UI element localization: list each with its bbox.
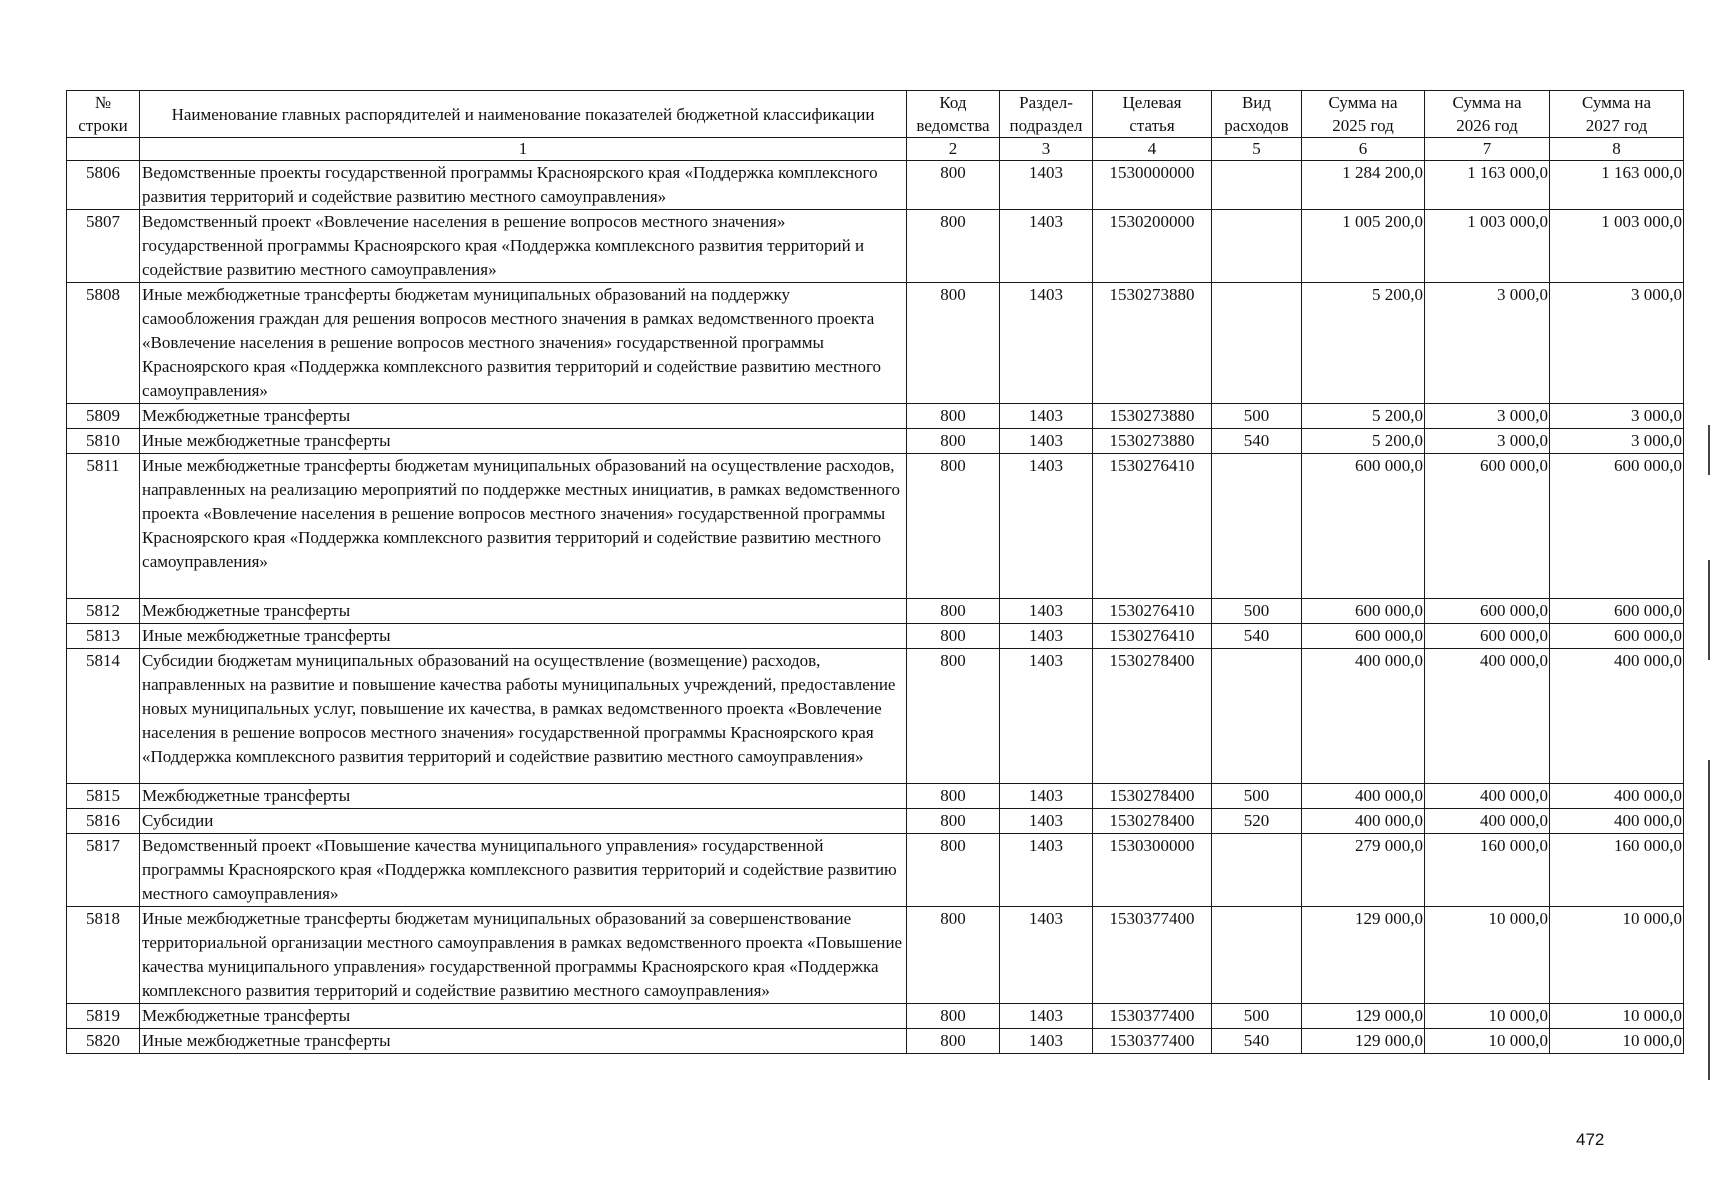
- sum-2026-cell: 3 000,0: [1425, 283, 1550, 404]
- table-row: [67, 210, 1684, 283]
- header-target-article: Целевая статья: [1093, 91, 1212, 138]
- section-cell: 1403: [1000, 404, 1093, 429]
- sum-2026-cell: 1 003 000,0: [1425, 210, 1550, 283]
- target-article-cell: 1530300000: [1093, 834, 1212, 907]
- column-number: 6: [1302, 138, 1425, 161]
- row-name-cell: Иные межбюджетные трансферты бюджетам муниципальных образований за совершенствование территориальной организации местного самоуправления в рамках ведомственного проекта «Повышение качества муниципального управления» государственной программы Красноярского края «Поддержка комплексного развития территорий и содействие развитию местного самоуправления»: [140, 907, 907, 1004]
- sum-2026-cell: 1 163 000,0: [1425, 161, 1550, 210]
- section-cell: 1403: [1000, 429, 1093, 454]
- table-row: [67, 834, 1684, 907]
- department-code-cell: 800: [907, 283, 1000, 404]
- row-name-cell: Иные межбюджетные трансферты: [140, 624, 907, 649]
- sum-2026-cell: 600 000,0: [1425, 454, 1550, 599]
- column-number: 1: [140, 138, 907, 161]
- table-row: [67, 404, 1684, 429]
- row-name-cell: Ведомственный проект «Вовлечение населения в решение вопросов местного значения» государственной программы Красноярского края «Поддержка комплексного развития территорий и содействие развитию местного самоуправления»: [140, 210, 907, 283]
- sum-2025-cell: 400 000,0: [1302, 809, 1425, 834]
- column-number: 7: [1425, 138, 1550, 161]
- department-code-cell: 800: [907, 834, 1000, 907]
- row-number-cell: 5818: [67, 907, 140, 1004]
- table-row: [67, 907, 1684, 1004]
- sum-2027-cell: 3 000,0: [1550, 429, 1684, 454]
- expense-kind-cell: [1212, 834, 1302, 907]
- sum-2025-cell: 400 000,0: [1302, 649, 1425, 784]
- sum-2027-cell: 1 003 000,0: [1550, 210, 1684, 283]
- target-article-cell: 1530276410: [1093, 624, 1212, 649]
- target-article-cell: 1530377400: [1093, 1029, 1212, 1054]
- header-sum-2025: Сумма на 2025 год: [1302, 91, 1425, 138]
- row-number-cell: 5812: [67, 599, 140, 624]
- sum-2027-cell: 160 000,0: [1550, 834, 1684, 907]
- section-cell: 1403: [1000, 1004, 1093, 1029]
- row-number-cell: 5806: [67, 161, 140, 210]
- sum-2025-cell: 600 000,0: [1302, 624, 1425, 649]
- column-number: 2: [907, 138, 1000, 161]
- row-name-cell: Межбюджетные трансферты: [140, 599, 907, 624]
- budget-table: [66, 90, 1684, 1054]
- row-number-cell: 5816: [67, 809, 140, 834]
- table-row: [67, 624, 1684, 649]
- table-row: [67, 784, 1684, 809]
- department-code-cell: 800: [907, 649, 1000, 784]
- row-name-cell: Межбюджетные трансферты: [140, 404, 907, 429]
- row-number-cell: 5811: [67, 454, 140, 599]
- header-section: Раздел- подраздел: [1000, 91, 1093, 138]
- row-name-cell: Иные межбюджетные трансферты: [140, 429, 907, 454]
- section-cell: 1403: [1000, 784, 1093, 809]
- section-cell: 1403: [1000, 649, 1093, 784]
- expense-kind-cell: 540: [1212, 429, 1302, 454]
- sum-2025-cell: 129 000,0: [1302, 907, 1425, 1004]
- table-row: [67, 1004, 1684, 1029]
- sum-2027-cell: 10 000,0: [1550, 907, 1684, 1004]
- column-number: 3: [1000, 138, 1093, 161]
- scan-edge-mark: [1708, 560, 1710, 660]
- expense-kind-cell: [1212, 454, 1302, 599]
- sum-2027-cell: 400 000,0: [1550, 809, 1684, 834]
- row-number-cell: 5815: [67, 784, 140, 809]
- header-department-code: Код ведомства: [907, 91, 1000, 138]
- expense-kind-cell: [1212, 283, 1302, 404]
- target-article-cell: 1530200000: [1093, 210, 1212, 283]
- row-name-cell: Иные межбюджетные трансферты: [140, 1029, 907, 1054]
- row-name-cell: Субсидии бюджетам муниципальных образований на осуществление (возмещение) расходов, направленных на развитие и повышение качества работы муниципальных учреждений, предоставление новых муниципальных услуг, повышение их качества, в рамках ведомственного проекта «Вовлечение населения в решение вопросов местного значения» государственной программы Красноярского края «Поддержка комплексного развития территорий и содействие развитию местного самоуправления»: [140, 649, 907, 784]
- department-code-cell: 800: [907, 161, 1000, 210]
- sum-2026-cell: 3 000,0: [1425, 429, 1550, 454]
- target-article-cell: 1530278400: [1093, 784, 1212, 809]
- expense-kind-cell: 520: [1212, 809, 1302, 834]
- table-header-row: [67, 91, 1684, 138]
- target-article-cell: 1530000000: [1093, 161, 1212, 210]
- sum-2025-cell: 279 000,0: [1302, 834, 1425, 907]
- sum-2027-cell: 3 000,0: [1550, 404, 1684, 429]
- department-code-cell: 800: [907, 907, 1000, 1004]
- column-number: 5: [1212, 138, 1302, 161]
- header-row-number: № строки: [67, 91, 140, 138]
- row-name-cell: Иные межбюджетные трансферты бюджетам муниципальных образований на поддержку самообложения граждан для решения вопросов местного значения в рамках ведомственного проекта «Вовлечение населения в решение вопросов местного значения» государственной программы Красноярского края «Поддержка комплексного развития территорий и содействие развитию местного самоуправления»: [140, 283, 907, 404]
- sum-2026-cell: 600 000,0: [1425, 599, 1550, 624]
- sum-2025-cell: 5 200,0: [1302, 404, 1425, 429]
- department-code-cell: 800: [907, 429, 1000, 454]
- sum-2026-cell: 400 000,0: [1425, 784, 1550, 809]
- budget-table-sheet: [66, 90, 1683, 1054]
- table-row: [67, 1029, 1684, 1054]
- expense-kind-cell: 500: [1212, 404, 1302, 429]
- department-code-cell: 800: [907, 784, 1000, 809]
- sum-2027-cell: 600 000,0: [1550, 599, 1684, 624]
- section-cell: 1403: [1000, 210, 1093, 283]
- column-number: 4: [1093, 138, 1212, 161]
- sum-2025-cell: 1 284 200,0: [1302, 161, 1425, 210]
- sum-2025-cell: 600 000,0: [1302, 454, 1425, 599]
- column-number: [67, 138, 140, 161]
- sum-2027-cell: 10 000,0: [1550, 1004, 1684, 1029]
- row-name-cell: Субсидии: [140, 809, 907, 834]
- row-number-cell: 5813: [67, 624, 140, 649]
- sum-2025-cell: 400 000,0: [1302, 784, 1425, 809]
- section-cell: 1403: [1000, 161, 1093, 210]
- row-number-cell: 5820: [67, 1029, 140, 1054]
- expense-kind-cell: [1212, 161, 1302, 210]
- row-name-cell: Ведомственные проекты государственной программы Красноярского края «Поддержка комплексного развития территорий и содействие развитию местного самоуправления»: [140, 161, 907, 210]
- sum-2025-cell: 5 200,0: [1302, 283, 1425, 404]
- department-code-cell: 800: [907, 454, 1000, 599]
- column-number: 8: [1550, 138, 1684, 161]
- sum-2025-cell: 129 000,0: [1302, 1029, 1425, 1054]
- header-name: Наименование главных распорядителей и наименование показателей бюджетной классификации: [140, 91, 907, 138]
- sum-2027-cell: 400 000,0: [1550, 649, 1684, 784]
- sum-2027-cell: 600 000,0: [1550, 454, 1684, 599]
- expense-kind-cell: 540: [1212, 1029, 1302, 1054]
- header-sum-2027: Сумма на 2027 год: [1550, 91, 1684, 138]
- section-cell: 1403: [1000, 283, 1093, 404]
- table-row: [67, 454, 1684, 599]
- sum-2027-cell: 3 000,0: [1550, 283, 1684, 404]
- header-sum-2026: Сумма на 2026 год: [1425, 91, 1550, 138]
- department-code-cell: 800: [907, 210, 1000, 283]
- row-number-cell: 5819: [67, 1004, 140, 1029]
- row-name-cell: Межбюджетные трансферты: [140, 784, 907, 809]
- target-article-cell: 1530278400: [1093, 809, 1212, 834]
- target-article-cell: 1530278400: [1093, 649, 1212, 784]
- expense-kind-cell: [1212, 210, 1302, 283]
- row-name-cell: Межбюджетные трансферты: [140, 1004, 907, 1029]
- row-number-cell: 5807: [67, 210, 140, 283]
- target-article-cell: 1530273880: [1093, 283, 1212, 404]
- sum-2026-cell: 160 000,0: [1425, 834, 1550, 907]
- sum-2027-cell: 400 000,0: [1550, 784, 1684, 809]
- sum-2027-cell: 1 163 000,0: [1550, 161, 1684, 210]
- department-code-cell: 800: [907, 599, 1000, 624]
- target-article-cell: 1530273880: [1093, 404, 1212, 429]
- row-number-cell: 5817: [67, 834, 140, 907]
- target-article-cell: 1530377400: [1093, 1004, 1212, 1029]
- expense-kind-cell: 500: [1212, 1004, 1302, 1029]
- table-row: [67, 809, 1684, 834]
- sum-2025-cell: 5 200,0: [1302, 429, 1425, 454]
- sum-2025-cell: 600 000,0: [1302, 599, 1425, 624]
- table-row: [67, 649, 1684, 784]
- department-code-cell: 800: [907, 809, 1000, 834]
- header-expense-kind: Вид расходов: [1212, 91, 1302, 138]
- row-number-cell: 5808: [67, 283, 140, 404]
- expense-kind-cell: 500: [1212, 784, 1302, 809]
- section-cell: 1403: [1000, 834, 1093, 907]
- department-code-cell: 800: [907, 1004, 1000, 1029]
- sum-2026-cell: 400 000,0: [1425, 809, 1550, 834]
- expense-kind-cell: 540: [1212, 624, 1302, 649]
- department-code-cell: 800: [907, 404, 1000, 429]
- sum-2027-cell: 10 000,0: [1550, 1029, 1684, 1054]
- target-article-cell: 1530273880: [1093, 429, 1212, 454]
- sum-2025-cell: 1 005 200,0: [1302, 210, 1425, 283]
- expense-kind-cell: [1212, 907, 1302, 1004]
- row-number-cell: 5810: [67, 429, 140, 454]
- section-cell: 1403: [1000, 1029, 1093, 1054]
- scan-edge-mark: [1708, 425, 1710, 475]
- department-code-cell: 800: [907, 1029, 1000, 1054]
- row-number-cell: 5809: [67, 404, 140, 429]
- section-cell: 1403: [1000, 599, 1093, 624]
- target-article-cell: 1530377400: [1093, 907, 1212, 1004]
- sum-2026-cell: 400 000,0: [1425, 649, 1550, 784]
- sum-2026-cell: 600 000,0: [1425, 624, 1550, 649]
- page-number: 472: [1576, 1130, 1605, 1149]
- target-article-cell: 1530276410: [1093, 454, 1212, 599]
- expense-kind-cell: 500: [1212, 599, 1302, 624]
- section-cell: 1403: [1000, 624, 1093, 649]
- table-body: [67, 161, 1684, 1054]
- sum-2026-cell: 10 000,0: [1425, 907, 1550, 1004]
- sum-2027-cell: 600 000,0: [1550, 624, 1684, 649]
- section-cell: 1403: [1000, 809, 1093, 834]
- table-row: [67, 429, 1684, 454]
- row-name-cell: Ведомственный проект «Повышение качества муниципального управления» государственной программы Красноярского края «Поддержка комплексного развития территорий и содействие развитию местного самоуправления»: [140, 834, 907, 907]
- expense-kind-cell: [1212, 649, 1302, 784]
- column-number-row: [67, 138, 1684, 161]
- table-row: [67, 283, 1684, 404]
- department-code-cell: 800: [907, 624, 1000, 649]
- target-article-cell: 1530276410: [1093, 599, 1212, 624]
- row-name-cell: Иные межбюджетные трансферты бюджетам муниципальных образований на осуществление расходов, направленных на реализацию мероприятий по поддержке местных инициатив, в рамках ведомственного проекта «Вовлечение населения в решение вопросов местного значения» государственной программы Красноярского края «Поддержка комплексного развития территорий и содействие развитию местного самоуправления»: [140, 454, 907, 599]
- sum-2025-cell: 129 000,0: [1302, 1004, 1425, 1029]
- table-row: [67, 599, 1684, 624]
- row-number-cell: 5814: [67, 649, 140, 784]
- section-cell: 1403: [1000, 907, 1093, 1004]
- section-cell: 1403: [1000, 454, 1093, 599]
- scan-edge-mark: [1708, 760, 1710, 1080]
- table-row: [67, 161, 1684, 210]
- sum-2026-cell: 10 000,0: [1425, 1004, 1550, 1029]
- sum-2026-cell: 10 000,0: [1425, 1029, 1550, 1054]
- sum-2026-cell: 3 000,0: [1425, 404, 1550, 429]
